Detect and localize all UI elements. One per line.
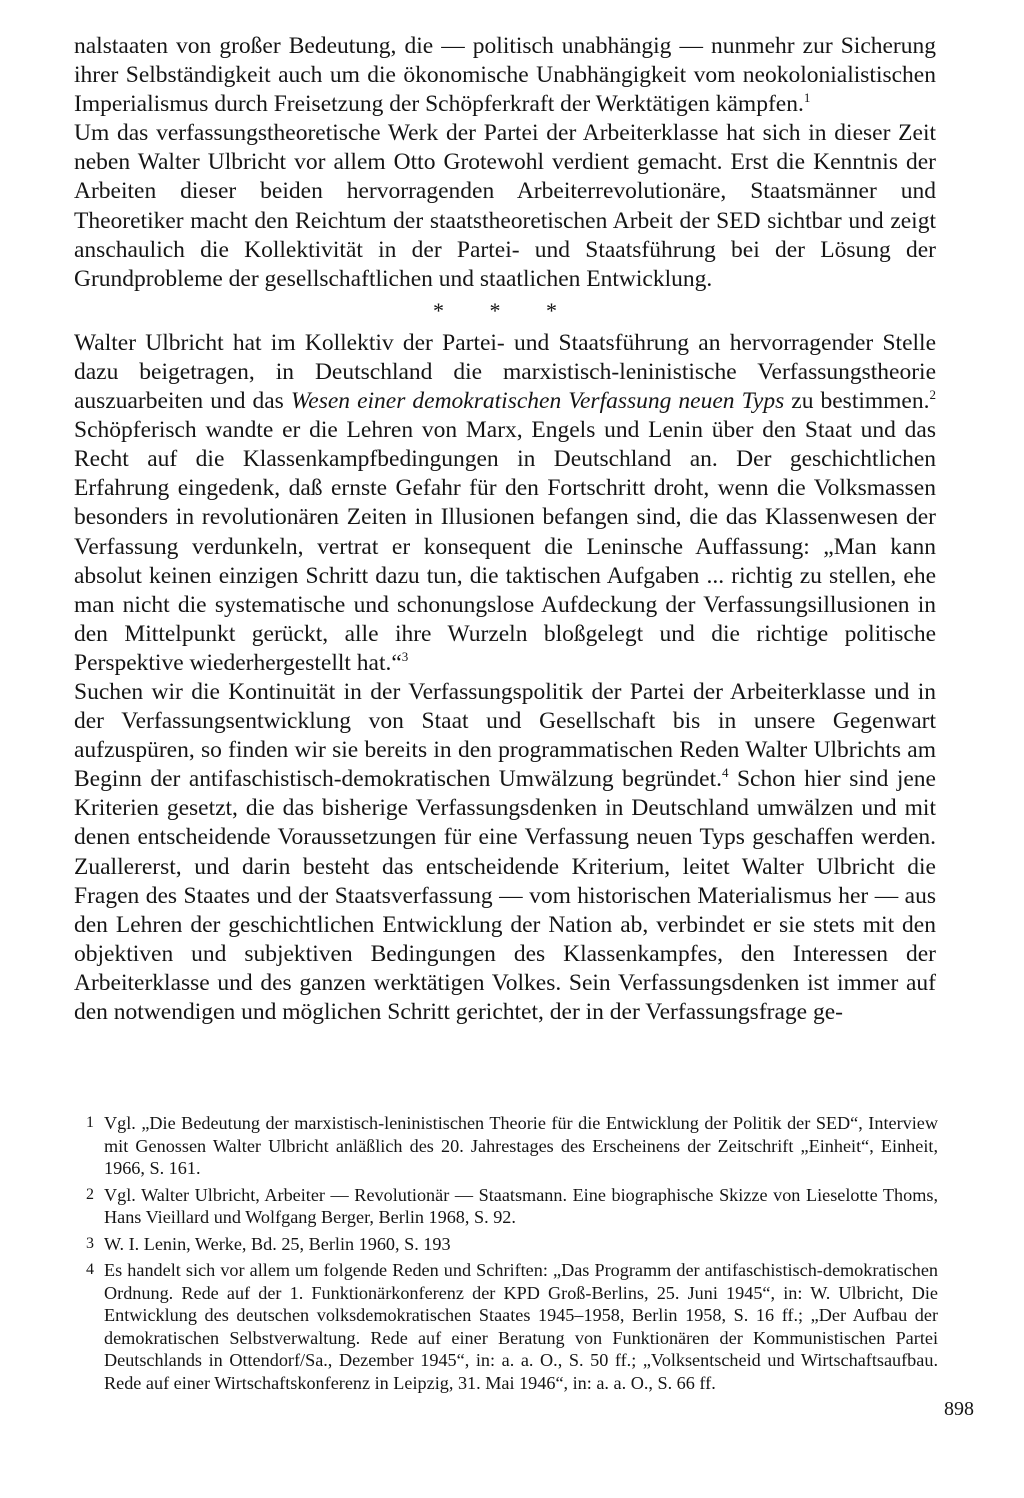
paragraph-1-text: nalstaaten von großer Bedeutung, die — politisch unabhängig — nunmehr zur Sicherung ihrer Selbständigkeit auch um die ökonomische Unabhängigkeit vom neokolonialistischen Imperialismus durch Freisetzung der Schöpferkraft der Werktätigen kämpfen. xyxy=(74,33,936,118)
footnote-text: Vgl. „Die Bedeutung der marxistisch-leninistischen Theorie für die Entwicklung der Politik der SED“, Interview mit Genossen Walter Ulbricht anläßlich des 20. Jahrestages des Erscheinens der Zeitschrift „Einheit“, Einheit, 1966, S. 161. xyxy=(104,1113,938,1178)
footnote-ref-2: 2 xyxy=(929,387,936,403)
section-separator: * * * xyxy=(433,297,577,323)
paragraph-3-text-mid: zu bestimmen. xyxy=(784,388,930,415)
paragraph-4-text-end: Schon hier sind jene Kriterien gesetzt, die das bisherige Verfassungsdenken in Deutschland umwälzen und mit denen entscheidende Voraussetzungen für eine Verfassung neuen Typs geschaffen werden. Zuallererst, und darin besteht das entscheidende Kriterium, leitet Walter Ulbricht die Fragen des Staates und der Staatsverfassung — vom historischen Materialismus her — aus den Lehren der geschichtlichen Entwicklung der Nation ab, verbindet er sie stets mit den objektiven und subjektiven Bedingungen des Klassenkampfes, den Interessen der Arbeiterklasse und des ganzen werktätigen Volkes. Sein Verfassungsdenken ist immer auf den notwendigen und möglichen Schritt gerichtet, der in der Verfassungsfrage ge- xyxy=(74,766,936,1025)
footnote-text: W. I. Lenin, Werke, Bd. 25, Berlin 1960, S. 193 xyxy=(104,1233,451,1254)
paragraph-3-text-end: Schöpferisch wandte er die Lehren von Marx, Engels und Lenin über den Staat und das Recht auf die Klassenkampfbedingungen in Deutschland an. Der geschichtlichen Erfahrung eingedenk, daß ernste Gefahr für den Fortschritt droht, wenn die Volksmassen besonders in revolutionären Zeiten in Illusionen befangen sind, die das Klassenwesen der Verfassung verdunkeln, vertrat er konsequent die Leninsche Auffassung: „Man kann absolut keinen einzigen Schritt dazu tun, die taktischen Aufgaben ... richtig zu stellen, ehe man nicht die systematische und schonungslose Aufdeckung der Verfassungsillusionen in den Mittelpunkt gerückt, alle ihre Wurzeln bloßgelegt und die richtige politische Perspektive wiederhergestellt hat.“ xyxy=(74,417,936,676)
footnote xyxy=(82,1184,938,1229)
footnote-text: Vgl. Walter Ulbricht, Arbeiter — Revolutionär — Staatsmann. Eine biographische Skizze von Lieselotte Thoms, Hans Vieillard und Wolfgang Berger, Berlin 1968, S. 92. xyxy=(104,1184,938,1227)
footnote-number: 3 xyxy=(86,1234,94,1252)
paragraph-4 xyxy=(74,678,936,1027)
footnote-text: Es handelt sich vor allem um folgende Reden und Schriften: „Das Programm der antifaschistisch-demokratischen Ordnung. Rede auf der 1. Funktionärkonferenz der KPD Groß-Berlins, 25. Juni 1945“, in: W. Ulbricht, Die Entwicklung des deutschen volksdemokratischen Staates 1945–1958, Berlin 1958, S. 16 ff.; „Der Aufbau der demokratischen Selbstverwaltung. Rede auf einer Beratung von Funktionären der Kommunistischen Partei Deutschlands in Ottendorf/Sa., Dezember 1945“, in: a. a. O., S. 50 ff.; „Volksentscheid und Wirtschaftsaufbau. Rede auf einer Wirtschaftskonferenz in Leipzig, 31. Mai 1946“, in: a. a. O., S. 66 ff. xyxy=(104,1260,938,1393)
main-text xyxy=(74,32,936,1027)
paragraph-2-text: Um das verfassungstheoretische Werk der Partei der Arbeiterklasse hat sich in dieser Zeit neben Walter Ulbricht vor allem Otto Grotewohl verdient gemacht. Erst die Kenntnis der Arbeiten dieser beiden hervorragenden Arbeiterrevolutionäre, Staatsmänner und Theoretiker macht den Reichtum der staatstheoretischen Arbeit der SED sichtbar und zeigt anschaulich die Kollektivität in der Partei- und Staatsführung bei der Lösung der Grundprobleme der gesellschaftlichen und staatlichen Entwicklung. xyxy=(74,120,936,292)
footnote-ref-4: 4 xyxy=(721,765,729,781)
paragraph-1 xyxy=(74,32,936,119)
footnote-number: 2 xyxy=(86,1185,94,1203)
footnote-ref-1: 1 xyxy=(803,90,811,106)
footnote-ref-3: 3 xyxy=(401,649,409,665)
footnote-number: 1 xyxy=(86,1114,94,1131)
paragraph-3-emphasis: Wesen einer demokratischen Verfassung neuen Typs xyxy=(290,388,785,415)
footnotes xyxy=(82,1112,938,1398)
footnote xyxy=(82,1259,938,1394)
paragraph-3-text-start: Walter Ulbricht hat im Kollektiv der Partei- und Staatsführung an hervorragender Stelle dazu beigetragen, in Deutschland die marxistisch-leninistische Verfassungstheorie auszuarbeiten und das xyxy=(74,329,936,415)
footnote-number: 4 xyxy=(86,1261,94,1278)
paragraph-2 xyxy=(74,119,936,294)
page-number: 898 xyxy=(944,1398,974,1420)
footnote xyxy=(82,1233,938,1256)
paragraph-3 xyxy=(74,329,936,678)
footnote xyxy=(82,1112,938,1180)
paragraph-4-text-start: Suchen wir die Kontinuität in der Verfassungspolitik der Partei der Arbeiterklasse und in der Verfassungsentwicklung von Staat und Gesellschaft bis in unsere Gegenwart aufzuspüren, so finden wir sie bereits in den programmatischen Reden Walter Ulbrichts am Beginn der antifaschistisch-demokratischen Umwälzung begründet. xyxy=(74,678,936,793)
